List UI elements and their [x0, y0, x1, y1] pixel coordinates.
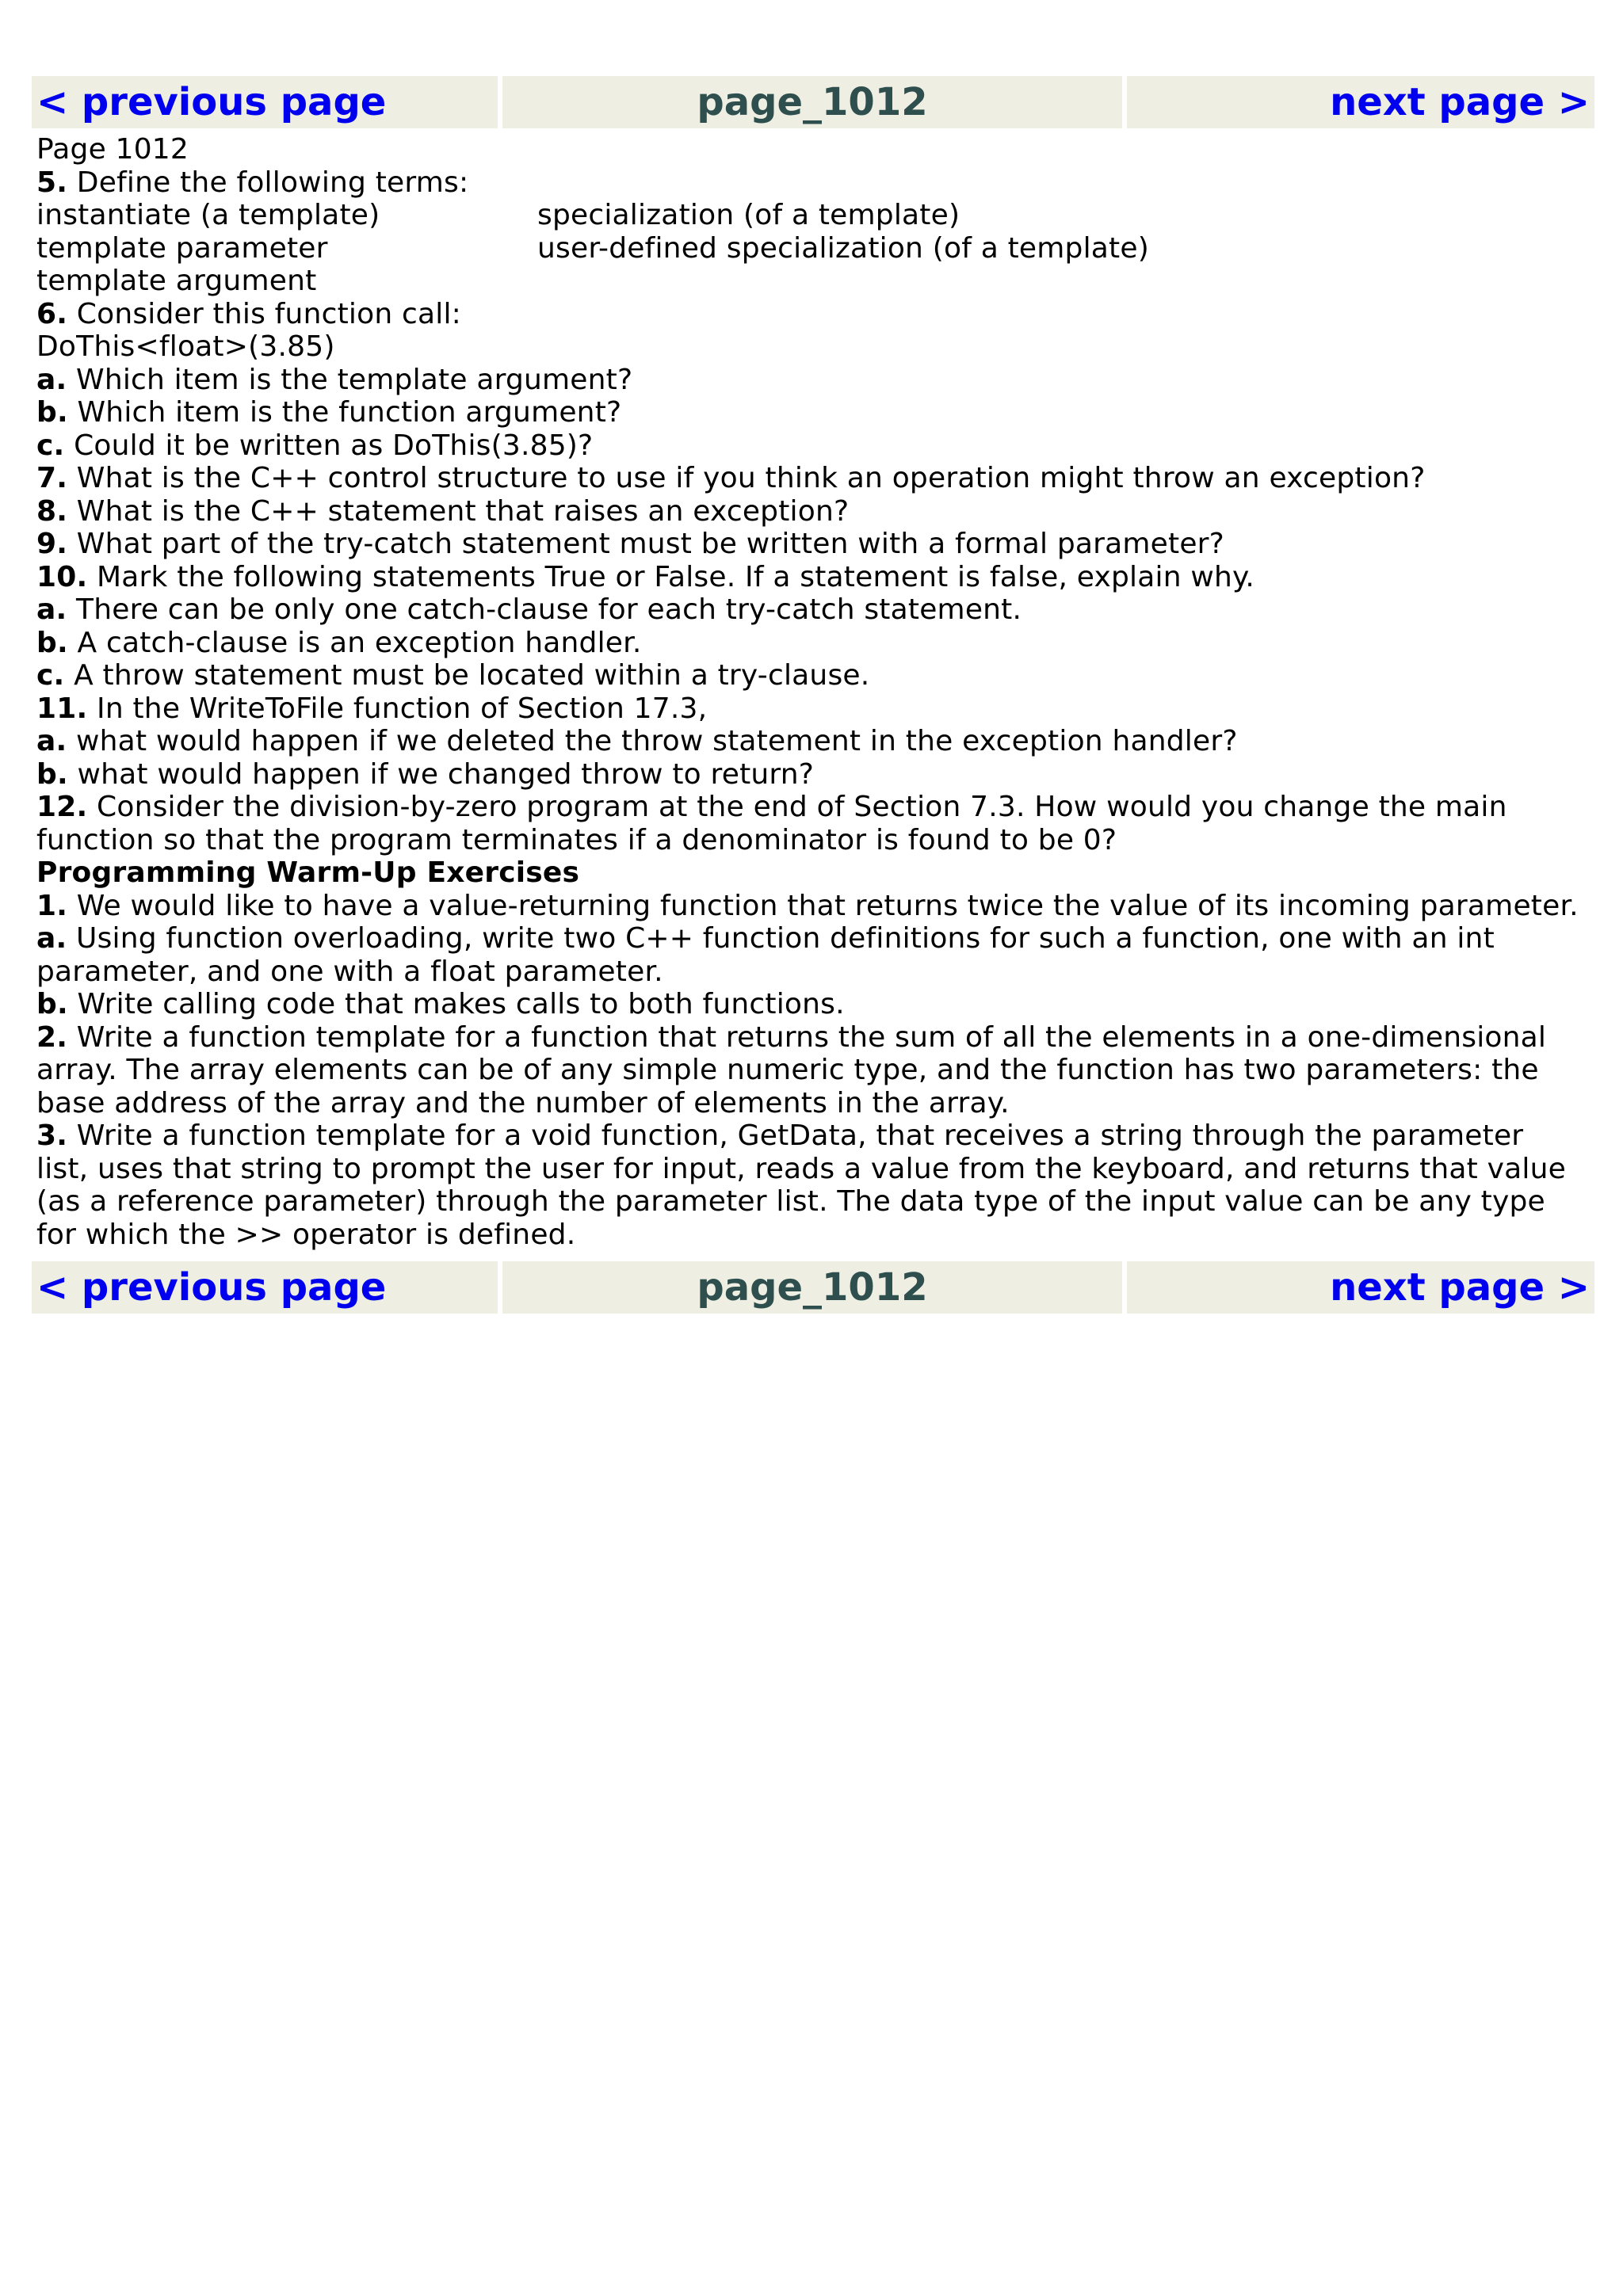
bottom-next-page-link[interactable]: next page > — [1330, 1265, 1590, 1310]
question-5 — [36, 166, 1594, 200]
question-text: Consider this function call: — [67, 297, 461, 330]
sub-item — [36, 659, 1594, 692]
top-nav-bar — [32, 76, 1594, 128]
question-number: 5. — [36, 166, 68, 199]
section-heading: Programming Warm-Up Exercises — [36, 856, 580, 889]
sub-item-text: Which item is the function argument? — [67, 396, 622, 429]
sub-item-text: A catch-clause is an exception handler. — [67, 626, 642, 659]
term: user-defined specialization (of a template) — [537, 231, 1149, 265]
question-text: Consider the division-by-zero program at the end of Section 7.3. How would you change the main — [87, 791, 1507, 823]
top-prev-cell — [32, 76, 498, 128]
exercise-number: 3. — [36, 1119, 68, 1152]
terms-row — [36, 232, 1594, 265]
question-12 — [36, 791, 1594, 824]
sub-item — [36, 627, 1594, 660]
sub-item-label: a. — [36, 593, 67, 626]
exercise-number: 1. — [36, 889, 68, 922]
top-next-cell — [1127, 76, 1594, 128]
sub-item-label: b. — [36, 396, 68, 429]
sub-item — [36, 922, 1594, 955]
question-8 — [36, 495, 1594, 528]
question-9 — [36, 528, 1594, 561]
code-example: DoThis<float>(3.85) — [36, 330, 335, 363]
question-text: Mark the following statements True or False. If a statement is false, explain why. — [87, 560, 1255, 593]
exercise-2 — [36, 1021, 1594, 1055]
exercise-text: Write a function template for a void function, GetData, that receives a string through the parameter — [67, 1119, 1524, 1152]
sub-item-label: a. — [36, 725, 67, 757]
exercise-3 — [36, 1119, 1594, 1153]
bottom-nav-bar — [32, 1261, 1594, 1314]
sub-item-label: a. — [36, 922, 67, 955]
exercise-text-continued: (as a reference parameter) through the parameter list. The data type of the input value can be any type — [36, 1185, 1545, 1218]
term: specialization (of a template) — [537, 199, 960, 231]
question-text: What is the C++ statement that raises an exception? — [67, 494, 850, 528]
exercise-text-continued: list, uses that string to prompt the user for input, reads a value from the keyboard, and returns that value — [36, 1152, 1566, 1185]
sub-item-text: Write calling code that makes calls to both functions. — [67, 988, 845, 1020]
question-text: Define the following terms: — [67, 166, 469, 199]
exercise-text-continued: base address of the array and the number of elements in the array. — [36, 1086, 1010, 1119]
sub-item-text: what would happen if we changed throw to return? — [67, 757, 815, 791]
sub-item-text: A throw statement must be located within a try-clause. — [64, 659, 870, 692]
bottom-page-label: page_1012 — [502, 1261, 1122, 1314]
question-11 — [36, 692, 1594, 726]
question-number: 9. — [36, 528, 68, 560]
page-content — [36, 133, 1594, 1251]
sub-item-label: b. — [36, 626, 68, 659]
sub-item-label: b. — [36, 988, 68, 1020]
sub-item-label: a. — [36, 363, 67, 396]
exercise-text-continued: for which the >> operator is defined. — [36, 1218, 576, 1251]
question-text-continued: function so that the program terminates if a denominator is found to be 0? — [36, 823, 1117, 856]
sub-item-text: Which item is the template argument? — [67, 363, 633, 396]
sub-item-label: b. — [36, 757, 68, 791]
question-number: 11. — [36, 692, 88, 725]
terms-row — [36, 199, 1594, 232]
question-text: What is the C++ control structure to use if you think an operation might throw an exception? — [67, 462, 1426, 494]
bottom-prev-cell — [32, 1261, 498, 1314]
terms-row — [36, 265, 1594, 298]
question-6 — [36, 298, 1594, 331]
question-number: 10. — [36, 560, 88, 593]
sub-item — [36, 429, 1594, 463]
sub-item-continued: parameter, and one with a float parameter. — [36, 955, 663, 988]
question-number: 6. — [36, 297, 68, 330]
exercise-text-continued: array. The array elements can be of any simple numeric type, and the function has two parameters: the — [36, 1054, 1539, 1086]
bottom-previous-page-link[interactable]: < previous page — [36, 1265, 387, 1310]
top-previous-page-link[interactable]: < previous page — [36, 80, 387, 124]
sub-item-text: There can be only one catch-clause for each try-catch statement. — [67, 593, 1022, 626]
sub-item-text: Using function overloading, write two C++ function definitions for such a function, one with an int — [67, 922, 1495, 955]
sub-item-text: what would happen if we deleted the throw statement in the exception handler? — [67, 725, 1238, 757]
question-number: 12. — [36, 791, 88, 823]
question-number: 8. — [36, 494, 68, 528]
term: template argument — [36, 265, 317, 297]
page-header: Page 1012 — [36, 133, 189, 166]
term: template parameter — [36, 231, 328, 265]
exercise-number: 2. — [36, 1020, 68, 1054]
bottom-next-cell — [1127, 1261, 1594, 1314]
question-7 — [36, 462, 1594, 495]
question-10 — [36, 561, 1594, 594]
sub-item — [36, 725, 1594, 758]
sub-item — [36, 593, 1594, 627]
sub-item — [36, 396, 1594, 429]
question-text: What part of the try-catch statement must be written with a formal parameter? — [67, 528, 1224, 560]
sub-item-label: c. — [36, 429, 65, 462]
sub-item — [36, 988, 1594, 1021]
top-page-label: page_1012 — [502, 76, 1122, 128]
question-number: 7. — [36, 462, 68, 494]
sub-item — [36, 364, 1594, 397]
exercise-text: We would like to have a value-returning function that returns twice the value of its incoming parameter. — [67, 889, 1579, 922]
sub-item-text: Could it be written as DoThis(3.85)? — [64, 429, 594, 462]
sub-item — [36, 758, 1594, 791]
sub-item-label: c. — [36, 659, 65, 692]
top-next-page-link[interactable]: next page > — [1330, 80, 1590, 124]
exercise-1 — [36, 890, 1594, 923]
question-text: In the WriteToFile function of Section 17.3, — [87, 692, 708, 725]
term: instantiate (a template) — [36, 199, 380, 231]
exercise-text: Write a function template for a function that returns the sum of all the elements in a one-dimensional — [67, 1020, 1547, 1054]
